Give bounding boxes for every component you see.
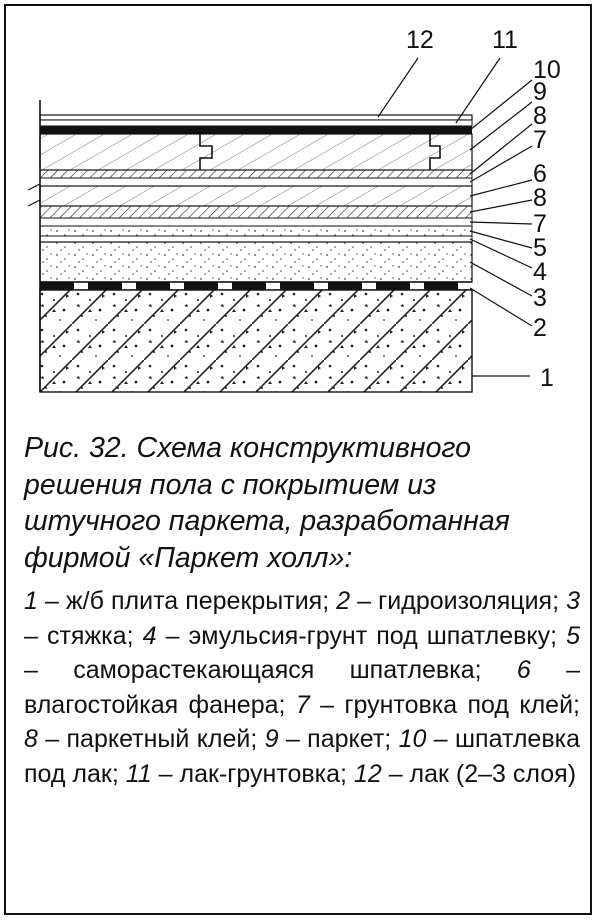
layer-5-self-leveler — [40, 226, 472, 236]
legend-text: – лак-грунтовка; — [151, 759, 354, 788]
label-7: 7 — [533, 126, 547, 154]
layer-8-glue-bottom — [40, 206, 472, 218]
label-3: 3 — [533, 284, 547, 312]
legend-text: – шпатлевка под лак; — [24, 725, 581, 788]
floor-section-diagram — [0, 0, 600, 420]
legend-number: 12 — [353, 759, 382, 788]
legend-number: 3 — [566, 587, 580, 615]
label-7b: 7 — [533, 210, 547, 238]
caption-title: Рис. 32. Схема конструктивного решения пола с покрытием из штучного паркета, разработанная фирмой «Паркет холл»: — [24, 432, 510, 574]
layer-7-primer-bottom — [40, 218, 472, 226]
legend-text: – паркетный клей; — [37, 725, 265, 753]
legend-number: 7 — [295, 690, 310, 719]
legend-text: – паркет; — [278, 725, 399, 753]
legend-number: 11 — [125, 759, 152, 788]
legend-number: 2 — [336, 587, 351, 615]
layer-4-emulsion-primer — [40, 236, 472, 242]
label-10: 10 — [533, 56, 561, 84]
layer-11-lacquer-primer — [40, 120, 472, 126]
label-11: 11 — [492, 26, 518, 54]
layer-3-screed — [40, 242, 472, 282]
legend-number: 4 — [142, 621, 157, 650]
layer-1-concrete-slab — [40, 290, 472, 392]
label-1: 1 — [540, 364, 554, 392]
label-2: 2 — [533, 314, 547, 342]
legend-text: – ж/б плита перекрытия; — [37, 587, 337, 615]
legend-number: 6 — [516, 656, 531, 684]
label-8: 8 — [533, 102, 547, 130]
legend-text: – грунтовка под клей; — [309, 690, 580, 719]
layer-6-plywood — [40, 186, 472, 206]
legend-text: – влагостойкая фанера; — [24, 656, 580, 719]
legend-number: 5 — [566, 621, 581, 650]
label-8b: 8 — [533, 184, 547, 212]
legend-number: 10 — [398, 725, 427, 753]
legend-text: – эмульсия-грунт под шпатлевку; — [156, 621, 567, 650]
legend-text: – саморастекающаяся шпатлевка; — [24, 656, 517, 684]
layer-8-glue-top — [40, 170, 472, 178]
label-5: 5 — [533, 234, 547, 262]
figure-caption — [24, 430, 580, 791]
layer-10-filler — [40, 126, 472, 134]
label-4: 4 — [533, 258, 547, 286]
layer-9-parquet — [40, 134, 472, 170]
label-12: 12 — [406, 26, 434, 54]
layer-7-primer-top — [40, 178, 472, 186]
legend-number: 1 — [24, 587, 38, 615]
legend-text: – гидроизоляция; — [350, 587, 567, 615]
label-6: 6 — [533, 160, 547, 188]
legend-text: – стяжка; — [24, 621, 143, 650]
caption-legend — [24, 584, 580, 791]
legend-number: 9 — [264, 725, 279, 753]
legend-number: 8 — [24, 725, 38, 753]
legend-text: – лак (2–3 слоя) — [381, 759, 577, 788]
layer-12-lacquer — [40, 115, 472, 120]
label-9: 9 — [533, 78, 547, 106]
